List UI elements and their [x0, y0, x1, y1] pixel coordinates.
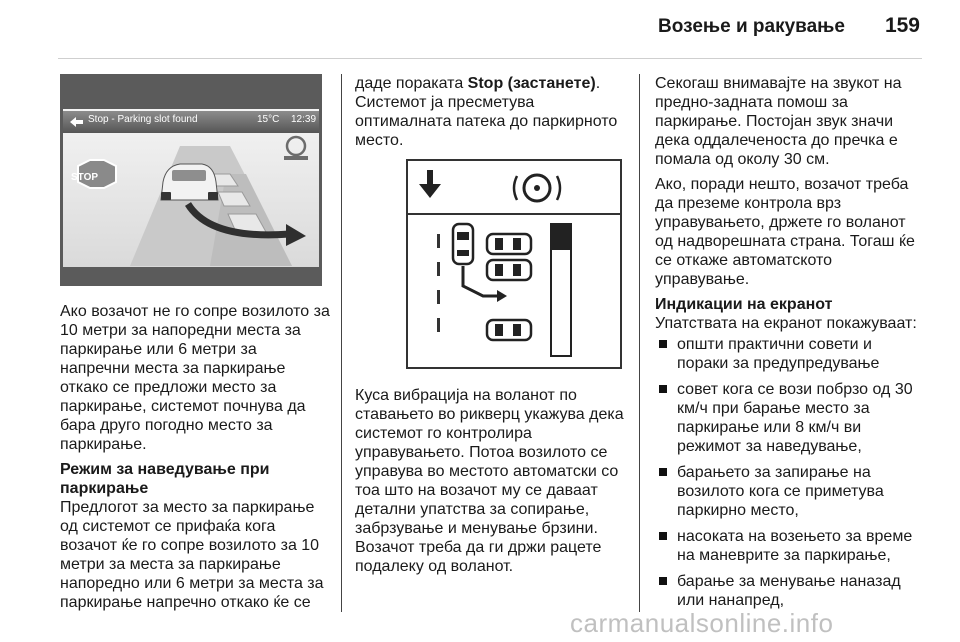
page-title: Возење и ракување: [658, 16, 845, 37]
col2-intro-after: . Системот ја пресметува оптималната патека до паркирното место.: [355, 75, 618, 149]
bullet-square-icon: [659, 340, 667, 348]
screen-time: 12:39: [291, 114, 317, 125]
column-2-bottom: [355, 386, 627, 576]
list-item: совет кога се вози побрзо од 30 км/ч при барање место за паркирање или 8 км/ч ви режимот за наведување,: [655, 380, 927, 456]
bullet-square-icon: [659, 577, 667, 585]
column-divider-1: [341, 74, 342, 612]
page-number: 159: [884, 14, 920, 37]
column-divider-2: [639, 74, 640, 612]
col2-paragraph-2: Куса вибрација на воланот по ставањето во рикверц укажува дека системот го контролира управувањето. Потоа возилото се управува во местото автоматски со тоа што на возачот му се даваат детални упатства за сопирање, забрзување и менување брзини. Возачот треба да ги држи рацете подалеку од воланот.: [355, 387, 624, 575]
screen-status-text: Stop - Parking slot found: [88, 114, 198, 125]
bullet-square-icon: [659, 468, 667, 476]
col3-heading: Индикации на екранот: [655, 296, 833, 313]
col1-paragraph-2: Предлогот за место за паркирање од системот се прифаќа кога возачот ќе го сопре возилото за 10 метри за места за паркирање напоредно или 6 метри за места за паркирање напречно откако ќе се: [60, 499, 324, 611]
column-3: [655, 74, 927, 617]
watermark: carmanualsonline.info: [570, 608, 834, 638]
col3-paragraph-1: Секогаш внимавајте на звукот на предно-задната помош за паркирање. Постојан звук значи дека оддалеченоста до пречка е помала од околу 30 см.: [655, 75, 902, 168]
stop-sign-label: STOP: [71, 172, 99, 183]
column-1: [60, 302, 330, 612]
bullet-square-icon: [659, 532, 667, 540]
col2-intro-before: даде пораката: [355, 75, 468, 92]
col3-intro: Упатствата на екранот покажуваат:: [655, 315, 917, 332]
header-rule: [58, 58, 922, 59]
list-item: барање за менување наназад или нанапред,: [655, 572, 927, 610]
col2-intro-bold: Stop (застанете): [467, 75, 596, 92]
col1-heading: Режим за наведување при паркирање: [60, 461, 270, 497]
list-item: барањето за запирање на возилото кога се приметува паркирно место,: [655, 463, 927, 520]
col2-intro: [355, 74, 627, 150]
parking-guidance-diagram: [405, 158, 623, 370]
list-item: општи практични совети и пораки за предупредување: [655, 335, 927, 373]
col3-paragraph-2: Ако, поради нешто, возачот треба да преземе контрола врз управувањето, држете го воланот од надворешната страна. Тогаш ќе се откаже автоматското управување.: [655, 176, 915, 288]
parking-screen-illustration: [60, 74, 322, 286]
bullet-square-icon: [659, 385, 667, 393]
page-header: [658, 14, 920, 38]
col1-paragraph-1: Ако возачот не го сопре возилото за 10 метри за напоредни места за паркирање или 6 метри за напречни места за паркирање откако се предложи место за паркирање, системот почнува да бара друго погодно место за паркирање.: [60, 303, 330, 453]
list-item: насоката на возењето за време на маневрите за паркирање,: [655, 527, 927, 565]
indication-list: [655, 335, 927, 610]
screen-temperature: 15°C: [257, 114, 280, 125]
column-2-top: [355, 74, 627, 150]
